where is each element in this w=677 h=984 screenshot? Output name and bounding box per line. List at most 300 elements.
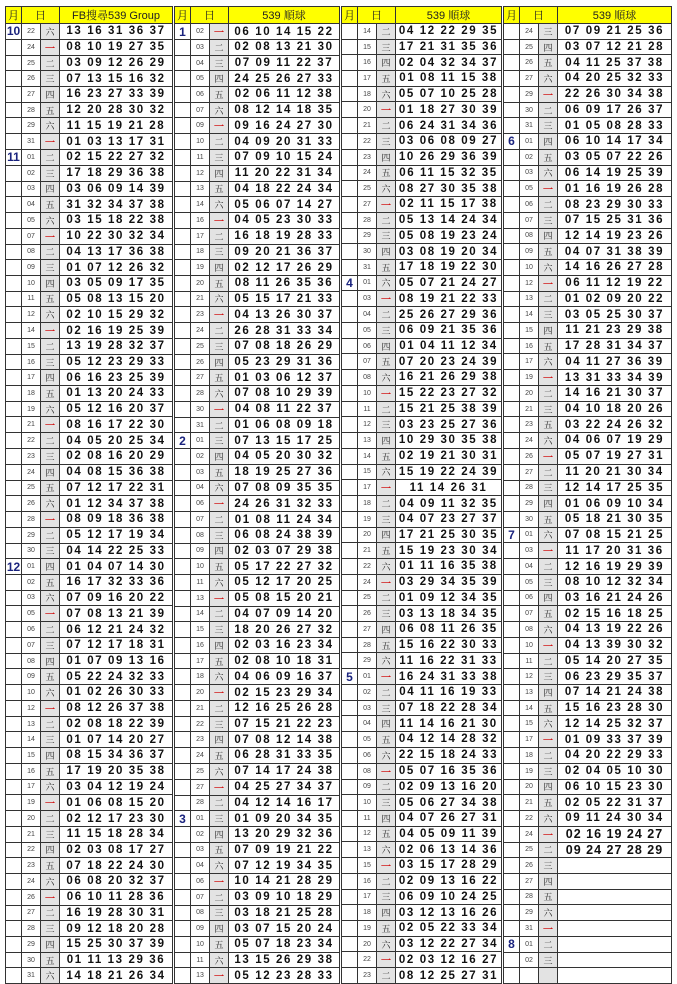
numbers-cell: 05 06 27 34 38: [396, 795, 502, 811]
month-cell: [504, 228, 520, 244]
result-row: [342, 905, 502, 921]
month-cell: [504, 197, 520, 213]
weekday-cell: 六: [41, 590, 60, 606]
weekday-cell: 三: [377, 134, 396, 150]
weekday-cell: 三: [210, 55, 229, 71]
result-row: [6, 181, 173, 197]
result-row: [342, 196, 502, 212]
month-cell: [342, 370, 358, 386]
month-cell: [6, 323, 22, 339]
numbers-cell: 04 11 25 37 38: [558, 55, 672, 71]
weekday-cell: 一: [41, 228, 60, 244]
weekday-cell: 三: [41, 921, 60, 937]
numbers-cell: 17 18 29 36 38: [60, 165, 173, 181]
weekday-cell: 四: [539, 873, 558, 889]
day-cell: 04: [520, 559, 539, 575]
numbers-cell: 04 06 07 19 29: [558, 433, 672, 449]
day-cell: 17: [22, 779, 41, 795]
numbers-cell: 09 11 24 30 34: [558, 810, 672, 826]
day-cell: 12: [520, 275, 539, 291]
month-cell: [342, 716, 358, 732]
weekday-cell: 一: [539, 826, 558, 842]
numbers-cell: 03 06 09 14 39: [60, 181, 173, 197]
numbers-cell: 11 14 26 31: [396, 480, 502, 496]
numbers-cell: 04 09 20 31 33: [229, 134, 340, 150]
weekday-cell: 一: [210, 873, 229, 889]
result-row: [175, 464, 340, 480]
weekday-cell: 四: [377, 810, 396, 826]
numbers-cell: 09 24 27 28 29: [558, 842, 672, 858]
weekday-cell: 四: [539, 323, 558, 339]
result-row: [6, 952, 173, 968]
result-row: [504, 669, 672, 685]
month-cell: [342, 795, 358, 811]
numbers-cell: 01 03 13 17 31: [60, 134, 173, 150]
result-row: [342, 323, 502, 339]
weekday-cell: 六: [377, 558, 396, 574]
numbers-cell: 15 22 23 27 32: [396, 385, 502, 401]
result-row: [504, 370, 672, 386]
numbers-cell: 22 15 18 24 33: [396, 747, 502, 763]
day-cell: 02: [358, 685, 377, 701]
numbers-cell: 08 12 14 18 35: [229, 102, 340, 118]
weekday-cell: 五: [377, 71, 396, 87]
month-cell: [175, 71, 191, 87]
result-row: [342, 543, 502, 559]
month-cell: [6, 543, 22, 559]
weekday-cell: 五: [41, 669, 60, 685]
month-cell: [504, 401, 520, 417]
day-cell: [520, 968, 539, 984]
day-cell: 22: [520, 810, 539, 826]
result-row: [175, 748, 340, 764]
numbers-cell: 17 21 31 35 36: [396, 39, 502, 55]
result-row: [504, 71, 672, 87]
result-row: [175, 937, 340, 953]
weekday-cell: 三: [539, 307, 558, 323]
day-cell: 24: [191, 323, 210, 339]
result-row: [342, 511, 502, 527]
numbers-cell: [558, 921, 672, 937]
numbers-cell: 04 11 16 19 33: [396, 685, 502, 701]
result-row: [6, 228, 173, 244]
weekday-cell: 一: [539, 370, 558, 386]
month-cell: [6, 638, 22, 654]
numbers-cell: 09 20 21 36 37: [229, 244, 340, 260]
day-cell: 21: [520, 795, 539, 811]
numbers-cell: 01 02 26 30 33: [60, 685, 173, 701]
numbers-cell: 24 25 26 27 33: [229, 71, 340, 87]
result-row: [6, 700, 173, 716]
weekday-cell: 二: [210, 134, 229, 150]
weekday-cell: 五: [539, 149, 558, 165]
result-row: [342, 39, 502, 55]
numbers-cell: 05 17 22 27 32: [229, 559, 340, 575]
result-row: [175, 197, 340, 213]
header-title: 539 順球: [229, 7, 340, 24]
day-cell: 02: [520, 952, 539, 968]
numbers-cell: 05 08 13 15 20: [60, 291, 173, 307]
numbers-cell: 01 09 12 34 35: [396, 590, 502, 606]
day-cell: 12: [191, 165, 210, 181]
day-cell: 28: [520, 480, 539, 496]
result-row: [6, 638, 173, 654]
numbers-cell: 07 18 22 28 34: [396, 700, 502, 716]
weekday-cell: 六: [41, 118, 60, 134]
month-cell: [175, 701, 191, 717]
numbers-cell: 05 18 21 30 35: [558, 511, 672, 527]
numbers-cell: 14 16 26 27 28: [558, 259, 672, 275]
weekday-cell: 五: [210, 464, 229, 480]
result-row: [342, 669, 502, 685]
numbers-cell: [558, 858, 672, 874]
numbers-cell: 03 13 18 34 35: [396, 606, 502, 622]
numbers-cell: 05 12 23 29 33: [60, 354, 173, 370]
month-cell: [504, 543, 520, 559]
numbers-cell: 06 11 12 19 22: [558, 275, 672, 291]
weekday-cell: 三: [41, 354, 60, 370]
weekday-cell: 四: [41, 653, 60, 669]
weekday-cell: 二: [377, 118, 396, 134]
weekday-cell: 六: [41, 496, 60, 512]
result-row: [175, 701, 340, 717]
result-row: [6, 165, 173, 181]
numbers-cell: 05 07 18 23 34: [229, 937, 340, 953]
numbers-cell: 14 18 21 26 34: [60, 968, 173, 984]
numbers-cell: 06 09 10 24 25: [396, 889, 502, 905]
day-cell: 20: [358, 102, 377, 118]
result-row: [175, 512, 340, 528]
weekday-cell: 二: [210, 228, 229, 244]
result-row: [6, 559, 173, 575]
result-row: [175, 590, 340, 606]
month-cell: [504, 795, 520, 811]
numbers-cell: 07 14 21 24 38: [558, 685, 672, 701]
numbers-cell: 03 09 10 18 29: [229, 889, 340, 905]
day-cell: 02: [22, 574, 41, 590]
numbers-cell: 11 21 23 29 38: [558, 323, 672, 339]
month-cell: [504, 779, 520, 795]
month-cell: [342, 968, 358, 984]
day-cell: 08: [358, 370, 377, 386]
month-cell: [175, 386, 191, 402]
weekday-cell: 四: [41, 181, 60, 197]
result-row: [175, 842, 340, 858]
day-cell: 28: [191, 386, 210, 402]
result-row: [175, 527, 340, 543]
numbers-cell: 24 26 31 32 33: [229, 496, 340, 512]
weekday-cell: 六: [539, 622, 558, 638]
month-cell: [504, 259, 520, 275]
month-cell: [175, 716, 191, 732]
result-row: [6, 102, 173, 118]
numbers-cell: 04 25 27 34 37: [229, 779, 340, 795]
weekday-cell: 六: [377, 653, 396, 669]
day-cell: 14: [22, 732, 41, 748]
weekday-cell: 五: [210, 370, 229, 386]
numbers-cell: 02 03 08 17 27: [60, 842, 173, 858]
result-row: [504, 543, 672, 559]
day-cell: 15: [22, 748, 41, 764]
numbers-cell: 03 07 15 20 24: [229, 921, 340, 937]
day-cell: 13: [520, 291, 539, 307]
numbers-cell: 10 22 30 32 34: [60, 228, 173, 244]
day-cell: 31: [358, 259, 377, 275]
day-cell: 13: [191, 968, 210, 984]
numbers-cell: 02 15 16 18 25: [558, 606, 672, 622]
day-cell: 09: [191, 543, 210, 559]
result-row: [504, 134, 672, 150]
result-row: [6, 574, 173, 590]
month-cell: 6: [504, 134, 520, 150]
result-row: [342, 417, 502, 433]
month-cell: [6, 858, 22, 874]
day-cell: 13: [358, 433, 377, 449]
numbers-cell: 07 14 17 24 38: [229, 763, 340, 779]
month-cell: [504, 354, 520, 370]
day-cell: 26: [22, 889, 41, 905]
weekday-cell: 五: [41, 102, 60, 118]
numbers-cell: 01 06 09 10 34: [558, 496, 672, 512]
weekday-cell: 二: [210, 40, 229, 56]
day-cell: 17: [358, 480, 377, 496]
result-row: [175, 921, 340, 937]
numbers-cell: 17 18 19 22 30: [396, 259, 502, 275]
weekday-cell: 三: [41, 732, 60, 748]
weekday-cell: 一: [210, 118, 229, 134]
day-cell: 02: [22, 165, 41, 181]
weekday-cell: 一: [41, 39, 60, 55]
numbers-cell: 05 12 17 20 25: [229, 574, 340, 590]
numbers-cell: 02 11 15 17 38: [396, 196, 502, 212]
result-row: [504, 149, 672, 165]
result-row: [6, 968, 173, 984]
numbers-cell: 08 12 25 27 31: [396, 968, 502, 984]
weekday-cell: 五: [539, 511, 558, 527]
result-row: [504, 181, 672, 197]
month-cell: [342, 511, 358, 527]
weekday-cell: 三: [210, 150, 229, 166]
header-month: 月: [504, 7, 520, 24]
numbers-cell: 02 15 23 29 34: [229, 685, 340, 701]
weekday-cell: 一: [41, 700, 60, 716]
month-cell: [504, 181, 520, 197]
result-row: [175, 55, 340, 71]
month-cell: [175, 826, 191, 842]
numbers-cell: 05 08 15 20 21: [229, 590, 340, 606]
month-cell: [175, 889, 191, 905]
day-cell: 14: [191, 606, 210, 622]
month-cell: [6, 291, 22, 307]
day-cell: 27: [520, 464, 539, 480]
month-cell: [342, 637, 358, 653]
month-cell: [6, 417, 22, 433]
day-cell: 23: [191, 732, 210, 748]
result-row: [6, 307, 173, 323]
month-cell: [342, 244, 358, 260]
result-row: [342, 527, 502, 543]
weekday-cell: 三: [210, 905, 229, 921]
header-title: 539 順球: [396, 7, 502, 24]
weekday-cell: 二: [41, 716, 60, 732]
numbers-cell: 05 07 21 24 27: [396, 275, 502, 291]
numbers-cell: 01 04 07 14 30: [60, 559, 173, 575]
numbers-cell: 04 14 22 25 33: [60, 543, 173, 559]
result-row: [342, 637, 502, 653]
day-cell: 31: [22, 968, 41, 984]
day-cell: 30: [358, 244, 377, 260]
result-row: [342, 401, 502, 417]
result-row: [504, 433, 672, 449]
weekday-cell: 六: [539, 716, 558, 732]
month-cell: [342, 685, 358, 701]
result-row: [504, 86, 672, 102]
month-cell: [342, 212, 358, 228]
month-cell: [6, 228, 22, 244]
month-cell: [175, 496, 191, 512]
day-cell: 28: [191, 795, 210, 811]
day-cell: 24: [22, 39, 41, 55]
weekday-cell: 一: [41, 606, 60, 622]
numbers-cell: 07 13 15 17 25: [229, 433, 340, 449]
weekday-cell: 二: [377, 212, 396, 228]
month-cell: [504, 323, 520, 339]
weekday-cell: 五: [210, 937, 229, 953]
day-cell: 12: [22, 700, 41, 716]
result-row: [342, 354, 502, 370]
numbers-cell: 04 07 23 27 37: [396, 511, 502, 527]
result-row: [342, 857, 502, 873]
result-row: [175, 826, 340, 842]
month-cell: [6, 622, 22, 638]
result-row: [6, 937, 173, 953]
month-cell: [6, 449, 22, 465]
day-cell: 07: [358, 354, 377, 370]
weekday-cell: 四: [41, 842, 60, 858]
result-row: [504, 559, 672, 575]
weekday-cell: 二: [210, 606, 229, 622]
day-cell: 25: [22, 55, 41, 71]
day-cell: 22: [358, 952, 377, 968]
numbers-cell: 15 19 22 24 39: [396, 464, 502, 480]
numbers-cell: 02 12 17 23 30: [60, 811, 173, 827]
day-cell: 08: [520, 622, 539, 638]
month-cell: [6, 905, 22, 921]
numbers-cell: 02 03 12 16 27: [396, 952, 502, 968]
day-cell: 31: [520, 118, 539, 134]
result-row: [6, 779, 173, 795]
numbers-cell: 11 16 22 31 33: [396, 653, 502, 669]
day-cell: 05: [520, 574, 539, 590]
result-row: [342, 480, 502, 496]
day-cell: 19: [520, 763, 539, 779]
month-cell: [342, 86, 358, 102]
result-row: [504, 228, 672, 244]
result-row: [342, 165, 502, 181]
month-cell: [342, 622, 358, 638]
result-row: [342, 275, 502, 291]
month-cell: [6, 952, 22, 968]
month-cell: [175, 323, 191, 339]
numbers-cell: 04 07 31 38 39: [558, 244, 672, 260]
result-row: [175, 795, 340, 811]
weekday-cell: 一: [41, 795, 60, 811]
result-row: [342, 496, 502, 512]
numbers-cell: 02 12 17 26 29: [229, 260, 340, 276]
weekday-cell: 五: [41, 858, 60, 874]
day-cell: 15: [191, 622, 210, 638]
numbers-cell: 03 23 25 27 36: [396, 417, 502, 433]
month-cell: [6, 574, 22, 590]
weekday-cell: 三: [210, 527, 229, 543]
month-cell: [175, 134, 191, 150]
day-cell: 16: [191, 212, 210, 228]
numbers-cell: 01 08 11 15 38: [396, 71, 502, 87]
month-cell: [504, 448, 520, 464]
numbers-cell: 22 26 30 34 38: [558, 86, 672, 102]
day-cell: 24: [22, 873, 41, 889]
month-cell: [6, 244, 22, 260]
header-day: 日: [191, 7, 229, 24]
day-cell: 22: [191, 716, 210, 732]
day-cell: 25: [520, 842, 539, 858]
month-cell: [175, 244, 191, 260]
month-cell: [6, 889, 22, 905]
result-row: [504, 323, 672, 339]
day-cell: 11: [358, 810, 377, 826]
weekday-cell: 六: [41, 401, 60, 417]
result-row: [504, 937, 672, 953]
weekday-cell: 三: [539, 401, 558, 417]
day-cell: 19: [191, 260, 210, 276]
result-row: [342, 86, 502, 102]
numbers-cell: 03 05 07 22 26: [558, 149, 672, 165]
day-cell: 23: [520, 417, 539, 433]
weekday-cell: 六: [41, 779, 60, 795]
weekday-cell: 四: [210, 638, 229, 654]
result-row: [175, 716, 340, 732]
day-cell: 16: [22, 354, 41, 370]
numbers-cell: 18 20 26 27 32: [229, 622, 340, 638]
numbers-cell: 04 13 39 30 32: [558, 637, 672, 653]
month-cell: [6, 339, 22, 355]
result-row: [6, 386, 173, 402]
numbers-cell: 08 19 21 22 33: [396, 291, 502, 307]
numbers-cell: 08 10 12 32 34: [558, 574, 672, 590]
weekday-cell: 六: [41, 685, 60, 701]
result-row: [6, 260, 173, 276]
result-row: [175, 858, 340, 874]
month-cell: [6, 433, 22, 449]
month-cell: [6, 480, 22, 496]
month-cell: [6, 370, 22, 386]
month-cell: [342, 448, 358, 464]
day-cell: 15: [358, 464, 377, 480]
month-cell: [175, 449, 191, 465]
result-row: [504, 527, 672, 543]
day-cell: 21: [191, 291, 210, 307]
numbers-cell: 06 10 11 28 36: [60, 889, 173, 905]
weekday-cell: 五: [377, 354, 396, 370]
result-row: [175, 449, 340, 465]
month-cell: [175, 275, 191, 291]
month-cell: [342, 291, 358, 307]
day-cell: 28: [22, 921, 41, 937]
result-row: [504, 307, 672, 323]
result-row: [342, 149, 502, 165]
numbers-cell: 07 13 15 16 32: [60, 71, 173, 87]
numbers-cell: 05 14 20 27 35: [558, 653, 672, 669]
